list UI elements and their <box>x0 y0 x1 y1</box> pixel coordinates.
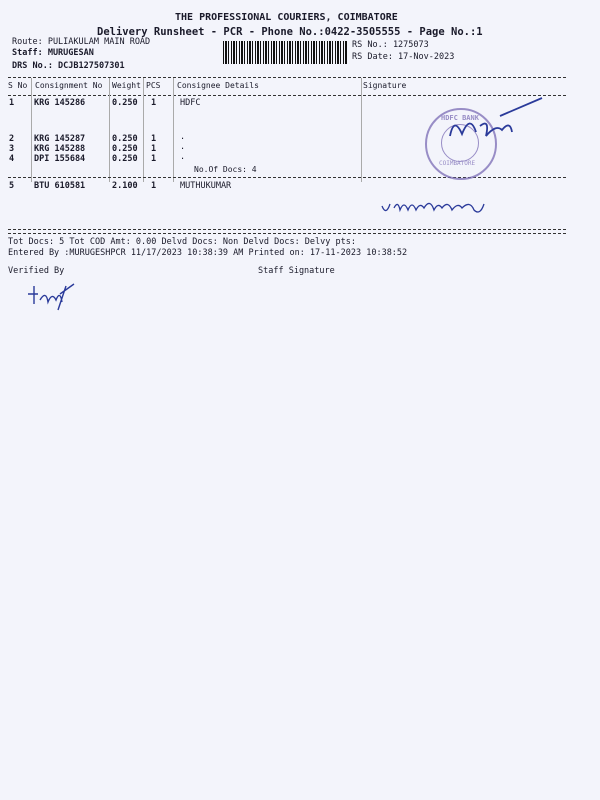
col-divider <box>109 78 110 182</box>
row-consignment: KRG 145286 <box>34 98 86 108</box>
row-sno: 3 <box>9 144 15 154</box>
row-details: . <box>180 152 186 162</box>
row-weight: 0.250 <box>112 154 138 164</box>
col-divider <box>143 78 144 182</box>
row-sno: 1 <box>9 98 15 108</box>
table-top-rule <box>8 77 566 78</box>
col-signature: Signature <box>363 81 407 90</box>
row-details: MUTHUKUMAR <box>180 181 232 191</box>
row-weight: 0.250 <box>112 134 138 144</box>
route-label: Route: PULIAKULAM MAIN ROAD <box>12 37 151 47</box>
row-details: . <box>180 132 186 142</box>
row-pcs: 1 <box>151 181 157 191</box>
handwritten-signature-1 <box>440 96 550 156</box>
row-weight: 2.100 <box>112 181 138 191</box>
row-consignment: DPI 155684 <box>34 154 86 164</box>
col-consignment: Consignment No <box>35 81 103 90</box>
rs-date: RS Date: 17-Nov-2023 <box>352 52 455 62</box>
row-consignment: KRG 145287 <box>34 134 86 144</box>
seal-top-text: HDFC BANK <box>441 114 479 122</box>
entered-by-line: Entered By :MURUGESHPCR 11/17/2023 10:38:39 AM Printed on: 17-11-2023 10:38:52 <box>8 248 408 258</box>
col-divider <box>361 78 362 182</box>
runsheet-title: Delivery Runsheet - PCR - Phone No.:0422-3505555 - Page No.:1 <box>97 26 483 38</box>
verifier-signature <box>24 280 84 312</box>
staff-label: Staff: MURUGESAN <box>12 48 94 58</box>
verified-by-label: Verified By <box>8 266 65 276</box>
row-details: . <box>180 142 186 152</box>
row-pcs: 1 <box>151 134 157 144</box>
row-pcs: 1 <box>151 154 157 164</box>
col-sno: S No <box>8 81 28 90</box>
row-consignment: BTU 610581 <box>34 181 86 191</box>
drs-number: DRS No.: DCJB127507301 <box>12 61 125 71</box>
company-name: THE PROFESSIONAL COURIERS, COIMBATORE <box>175 12 398 23</box>
row-weight: 0.250 <box>112 144 138 154</box>
row-separator <box>8 177 566 178</box>
seal-bottom-text: COIMBATORE <box>439 160 476 167</box>
totals-line: Tot Docs: 5 Tot COD Amt: 0.00 Delvd Docs: Non Delvd Docs: Delvy pts: <box>8 237 356 247</box>
row-sno: 5 <box>9 181 15 191</box>
col-divider <box>173 78 174 182</box>
col-pcs: PCS <box>146 81 161 90</box>
col-weight: Weight <box>112 81 141 90</box>
col-divider <box>31 78 32 182</box>
footer-top-rule-2 <box>8 233 566 234</box>
staff-signature-label: Staff Signature <box>258 266 335 276</box>
row-details: HDFC <box>180 98 201 108</box>
row-pcs: 1 <box>151 98 157 108</box>
row-sno: 2 <box>9 134 15 144</box>
row-sno: 4 <box>9 154 15 164</box>
no-of-docs: No.Of Docs: 4 <box>194 165 257 174</box>
barcode <box>223 41 347 64</box>
row-weight: 0.250 <box>112 98 138 108</box>
handwritten-signature-2 <box>378 192 493 220</box>
footer-top-rule <box>8 229 566 230</box>
rs-number: RS No.: 1275073 <box>352 40 429 50</box>
row-consignment: KRG 145288 <box>34 144 86 154</box>
col-consignee: Consignee Details <box>177 81 259 90</box>
row-pcs: 1 <box>151 144 157 154</box>
